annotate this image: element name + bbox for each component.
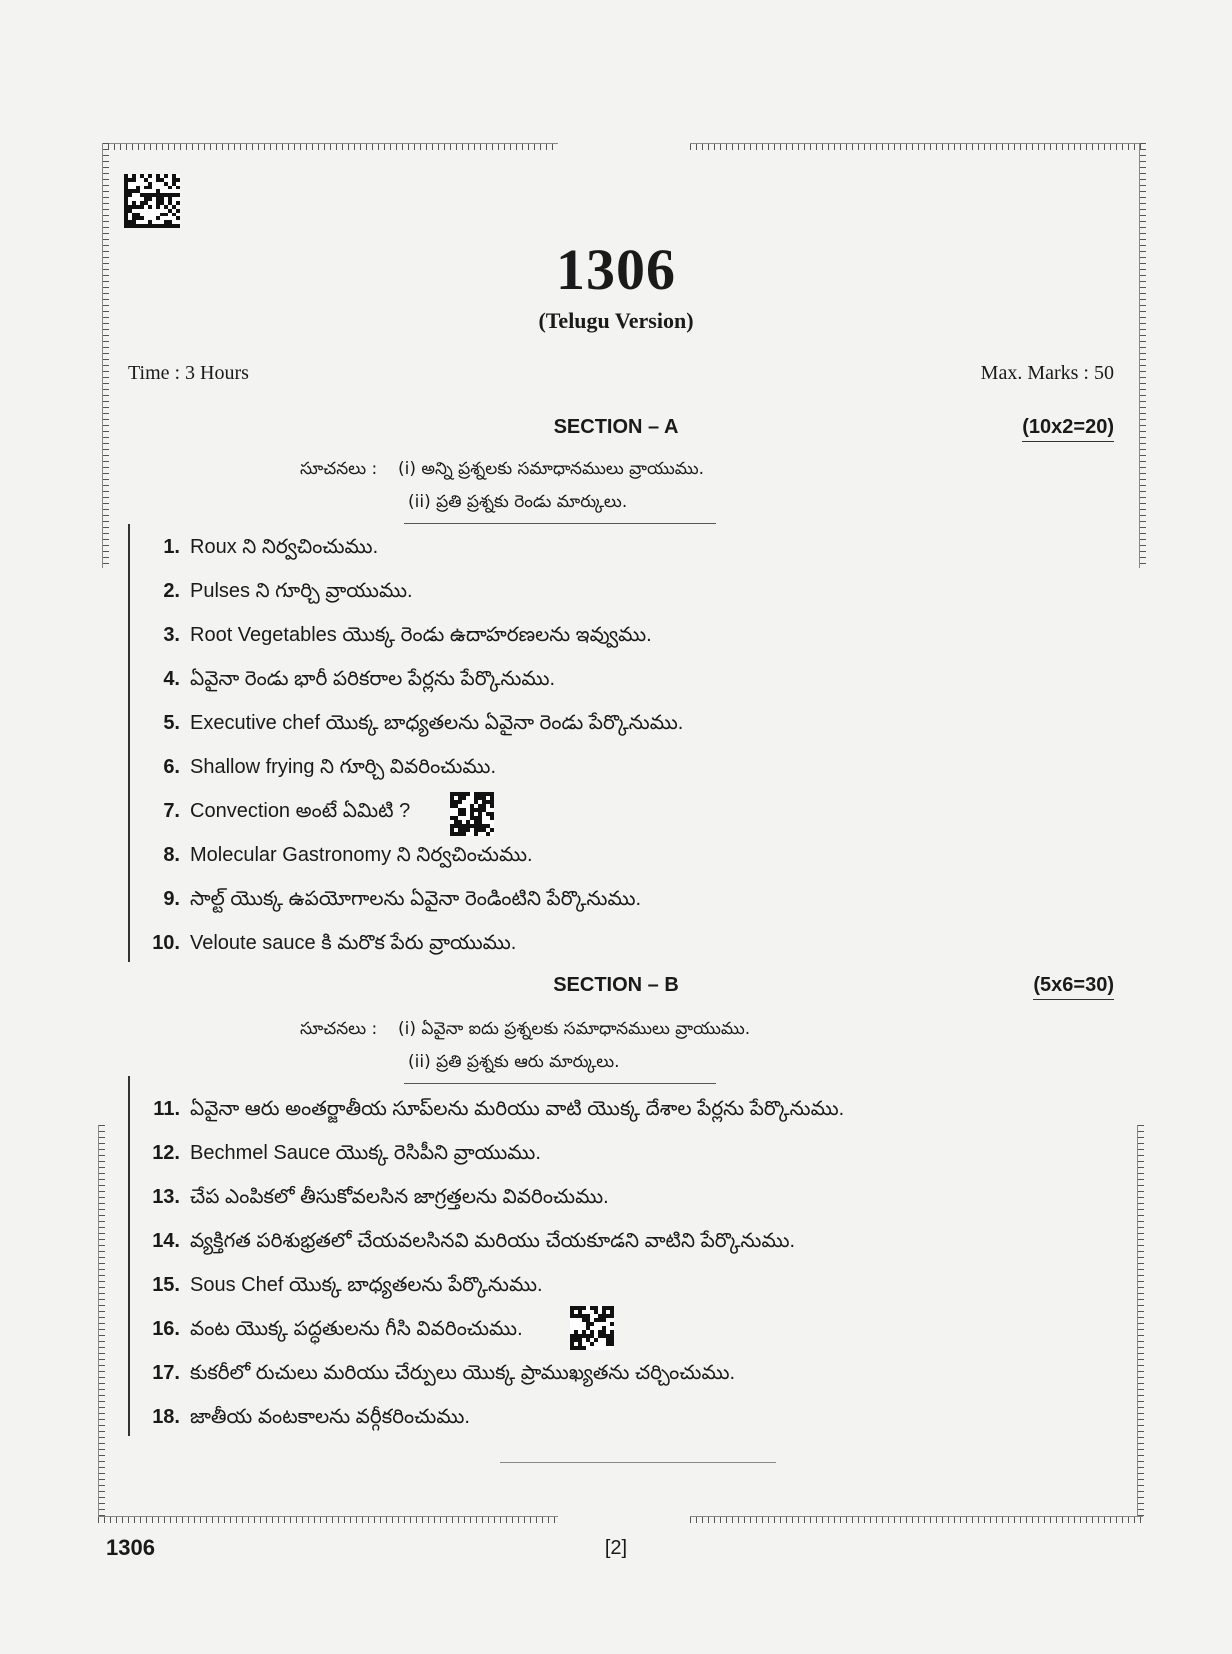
question-17: 17. కుకరీలో రుచులు మరియు చేర్పులు యొక్క ప్రాముఖ్యతను చర్చించుము. xyxy=(152,1362,736,1384)
section-a-title: SECTION – A xyxy=(553,416,679,438)
section-a-instruction-1 xyxy=(300,459,704,483)
border-top-left xyxy=(102,143,558,150)
instruction-text: (ii) ప్రతి ప్రశ్నకు రెండు మార్కులు. xyxy=(408,492,628,512)
question-2: 2. Pulses ని గూర్చి వ్రాయుము. xyxy=(163,580,413,602)
qr-code-icon xyxy=(570,1306,614,1350)
question-10: 10. Veloute sauce కి మరొక పేరు వ్రాయుము. xyxy=(152,932,517,954)
question-9: 9. సాల్ట్ యొక్క ఉపయోగాలను ఏవైనా రెండింటిని పేర్కొనుము. xyxy=(163,888,642,910)
question-margin-bar xyxy=(128,524,130,962)
instruction-label: సూచనలు : xyxy=(300,459,378,479)
question-margin-bar xyxy=(128,1076,130,1436)
question-12: 12. Bechmel Sauce యొక్క రెసిపీని వ్రాయుము. xyxy=(152,1142,541,1164)
question-13: 13. చేప ఎంపికలో తీసుకోవలసిన జాగ్రత్తలను వివరించుము. xyxy=(152,1186,609,1208)
question-7: 7. Convection అంటే ఏమిటి ? xyxy=(163,800,411,822)
question-11: 11. ఏవైనా ఆరు అంతర్జాతీయ సూప్‌లను మరియు వాటి యొక్క దేశాల పేర్లను పేర్కొనుము. xyxy=(153,1098,845,1120)
instruction-underline xyxy=(404,523,716,524)
max-marks-label: Max. Marks : 50 xyxy=(980,362,1114,384)
section-b-marks: (5x6=30) xyxy=(1033,974,1114,1000)
instruction-text: (i) అన్ని ప్రశ్నలకు సమాధానములు వ్రాయుము. xyxy=(398,459,704,479)
question-15: 15. Sous Chef యొక్క బాధ్యతలను పేర్కొనుము. xyxy=(152,1274,543,1296)
question-1: 1. Roux ని నిర్వచించుము. xyxy=(163,536,379,558)
border-left-top xyxy=(102,143,109,568)
question-8: 8. Molecular Gastronomy ని నిర్వచించుము. xyxy=(163,844,533,866)
section-a-marks: (10x2=20) xyxy=(1022,416,1114,442)
page-number: [2] xyxy=(604,1537,628,1559)
instruction-text: (ii) ప్రతి ప్రశ్నకు ఆరు మార్కులు. xyxy=(408,1052,620,1072)
instruction-underline xyxy=(404,1083,716,1084)
border-left-bottom xyxy=(98,1125,105,1517)
end-of-paper-line xyxy=(500,1462,776,1463)
border-top-right xyxy=(690,143,1145,150)
border-bottom-right xyxy=(690,1516,1143,1523)
data-matrix-barcode-icon xyxy=(124,174,180,228)
question-4: 4. ఏవైనా రెండు భారీ పరికరాల పేర్లను పేర్కొనుము. xyxy=(163,668,556,690)
question-6: 6. Shallow frying ని గూర్చి వివరించుము. xyxy=(163,756,497,778)
paper-code: 1306 xyxy=(556,237,676,302)
section-b-instruction-1 xyxy=(300,1019,750,1043)
border-right-bottom xyxy=(1137,1125,1144,1517)
version-label: (Telugu Version) xyxy=(538,308,694,333)
instruction-label: సూచనలు : xyxy=(300,1019,378,1039)
border-right-top xyxy=(1139,143,1146,568)
question-16: 16. వంట యొక్క పద్ధతులను గీసి వివరించుము. xyxy=(152,1318,523,1340)
section-b-title: SECTION – B xyxy=(553,974,679,996)
qr-code-icon xyxy=(450,792,494,836)
question-5: 5. Executive chef యొక్క బాధ్యతలను ఏవైనా రెండు పేర్కొనుము. xyxy=(163,712,684,734)
question-18: 18. జాతీయ వంటకాలను వర్గీకరించుము. xyxy=(152,1406,470,1428)
section-a-instruction-2 xyxy=(408,492,627,516)
question-14: 14. వ్యక్తిగత పరిశుభ్రతలో చేయవలసినవి మరియు చేయకూడని వాటిని పేర్కొనుము. xyxy=(152,1230,796,1252)
section-b-instruction-2 xyxy=(408,1052,620,1076)
instruction-text: (i) ఏవైనా ఐదు ప్రశ్నలకు సమాధానములు వ్రాయుము. xyxy=(398,1019,751,1039)
border-bottom-left xyxy=(98,1516,558,1523)
question-3: 3. Root Vegetables యొక్క రెండు ఉదాహరణలను ఇవ్వుము. xyxy=(163,624,652,646)
time-label: Time : 3 Hours xyxy=(128,362,249,384)
footer-paper-code: 1306 xyxy=(106,1535,155,1560)
